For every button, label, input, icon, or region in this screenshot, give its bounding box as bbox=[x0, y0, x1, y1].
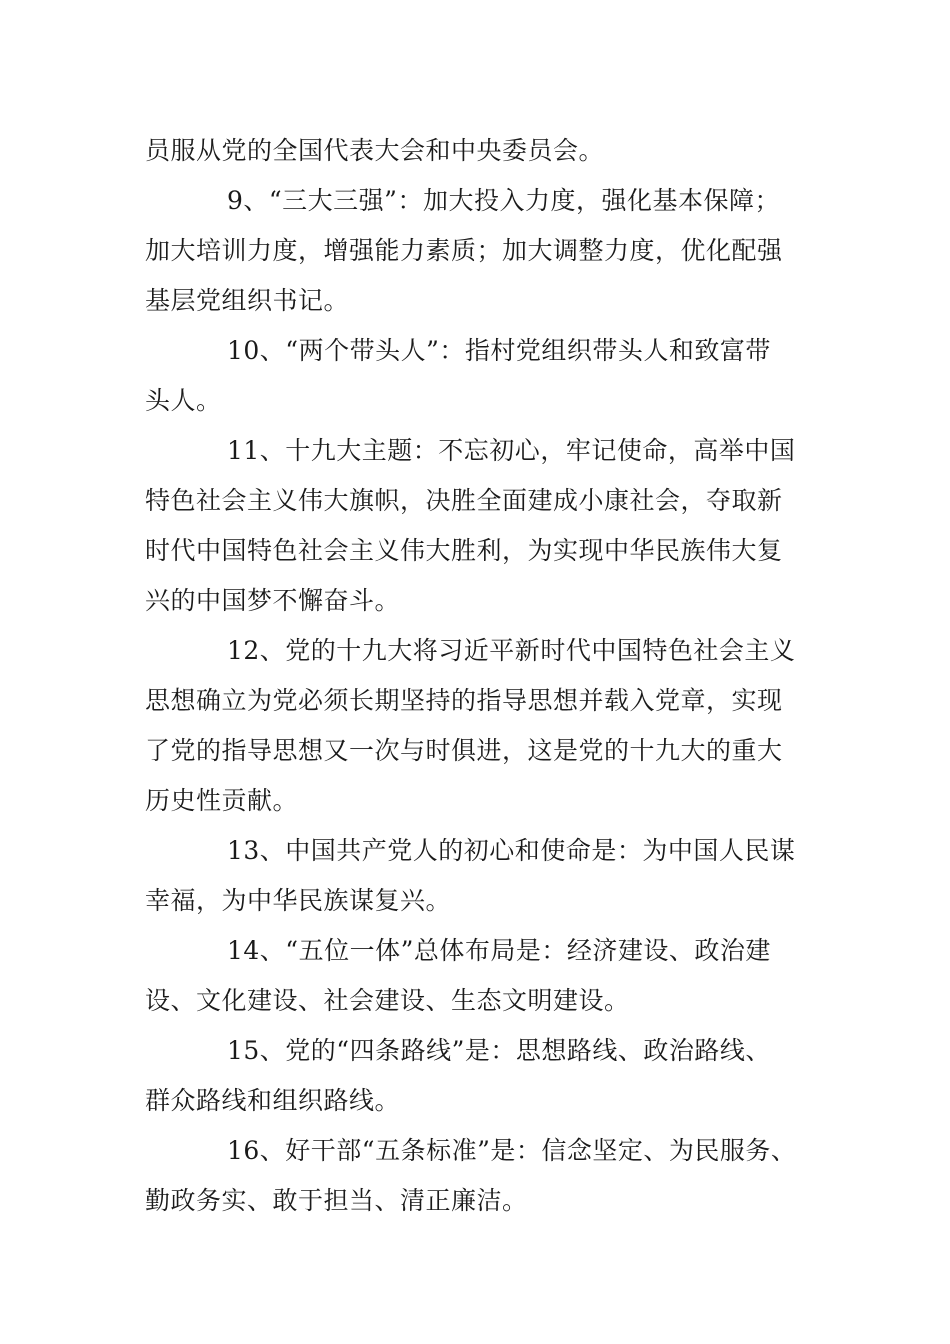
text-line: 设、文化建设、社会建设、生态文明建设。 bbox=[145, 986, 630, 1015]
text-line: 思想确立为党必须长期坚持的指导思想并载入党章，实现 bbox=[145, 686, 783, 715]
text-line: 历史性贡献。 bbox=[145, 786, 299, 815]
text-line: 幸福，为中华民族谋复兴。 bbox=[145, 886, 452, 915]
text-line: 15、党的“四条路线”是：思想路线、政治路线、 bbox=[227, 1036, 771, 1065]
document-body bbox=[145, 126, 820, 1226]
text-line: 员服从党的全国代表大会和中央委员会。 bbox=[145, 136, 605, 165]
text-line: 11、十九大主题：不忘初心，牢记使命，高举中国 bbox=[227, 436, 796, 465]
text-line: 时代中国特色社会主义伟大胜利，为实现中华民族伟大复 bbox=[145, 536, 783, 565]
text-line: 了党的指导思想又一次与时俱进，这是党的十九大的重大 bbox=[145, 736, 783, 765]
text-line: 兴的中国梦不懈奋斗。 bbox=[145, 586, 401, 615]
paragraph-15 bbox=[145, 1026, 820, 1126]
paragraph-13 bbox=[145, 826, 820, 926]
text-line: 特色社会主义伟大旗帜，决胜全面建成小康社会，夺取新 bbox=[145, 486, 783, 515]
text-line: 勤政务实、敢于担当、清正廉洁。 bbox=[145, 1186, 528, 1215]
text-line: 群众路线和组织路线。 bbox=[145, 1086, 401, 1115]
text-line: 14、“五位一体”总体布局是：经济建设、政治建 bbox=[227, 936, 771, 965]
text-line: 10、“两个带头人”：指村党组织带头人和致富带 bbox=[227, 336, 771, 365]
paragraph-11 bbox=[145, 426, 820, 626]
text-line: 基层党组织书记。 bbox=[145, 286, 350, 315]
paragraph-10 bbox=[145, 326, 820, 426]
text-line: 加大培训力度，增强能力素质；加大调整力度，优化配强 bbox=[145, 236, 783, 265]
paragraph-14 bbox=[145, 926, 820, 1026]
text-line: 16、好干部“五条标准”是：信念坚定、为民服务、 bbox=[227, 1136, 797, 1165]
text-line: 9、“三大三强”：加大投入力度，强化基本保障； bbox=[227, 186, 780, 215]
text-line: 12、党的十九大将习近平新时代中国特色社会主义 bbox=[227, 636, 796, 665]
text-line: 13、中国共产党人的初心和使命是：为中国人民谋 bbox=[227, 836, 796, 865]
text-line: 头人。 bbox=[145, 386, 222, 415]
paragraph-16 bbox=[145, 1126, 820, 1226]
paragraph-9 bbox=[145, 176, 820, 326]
paragraph-8-continuation bbox=[145, 126, 820, 176]
paragraph-12 bbox=[145, 626, 820, 826]
